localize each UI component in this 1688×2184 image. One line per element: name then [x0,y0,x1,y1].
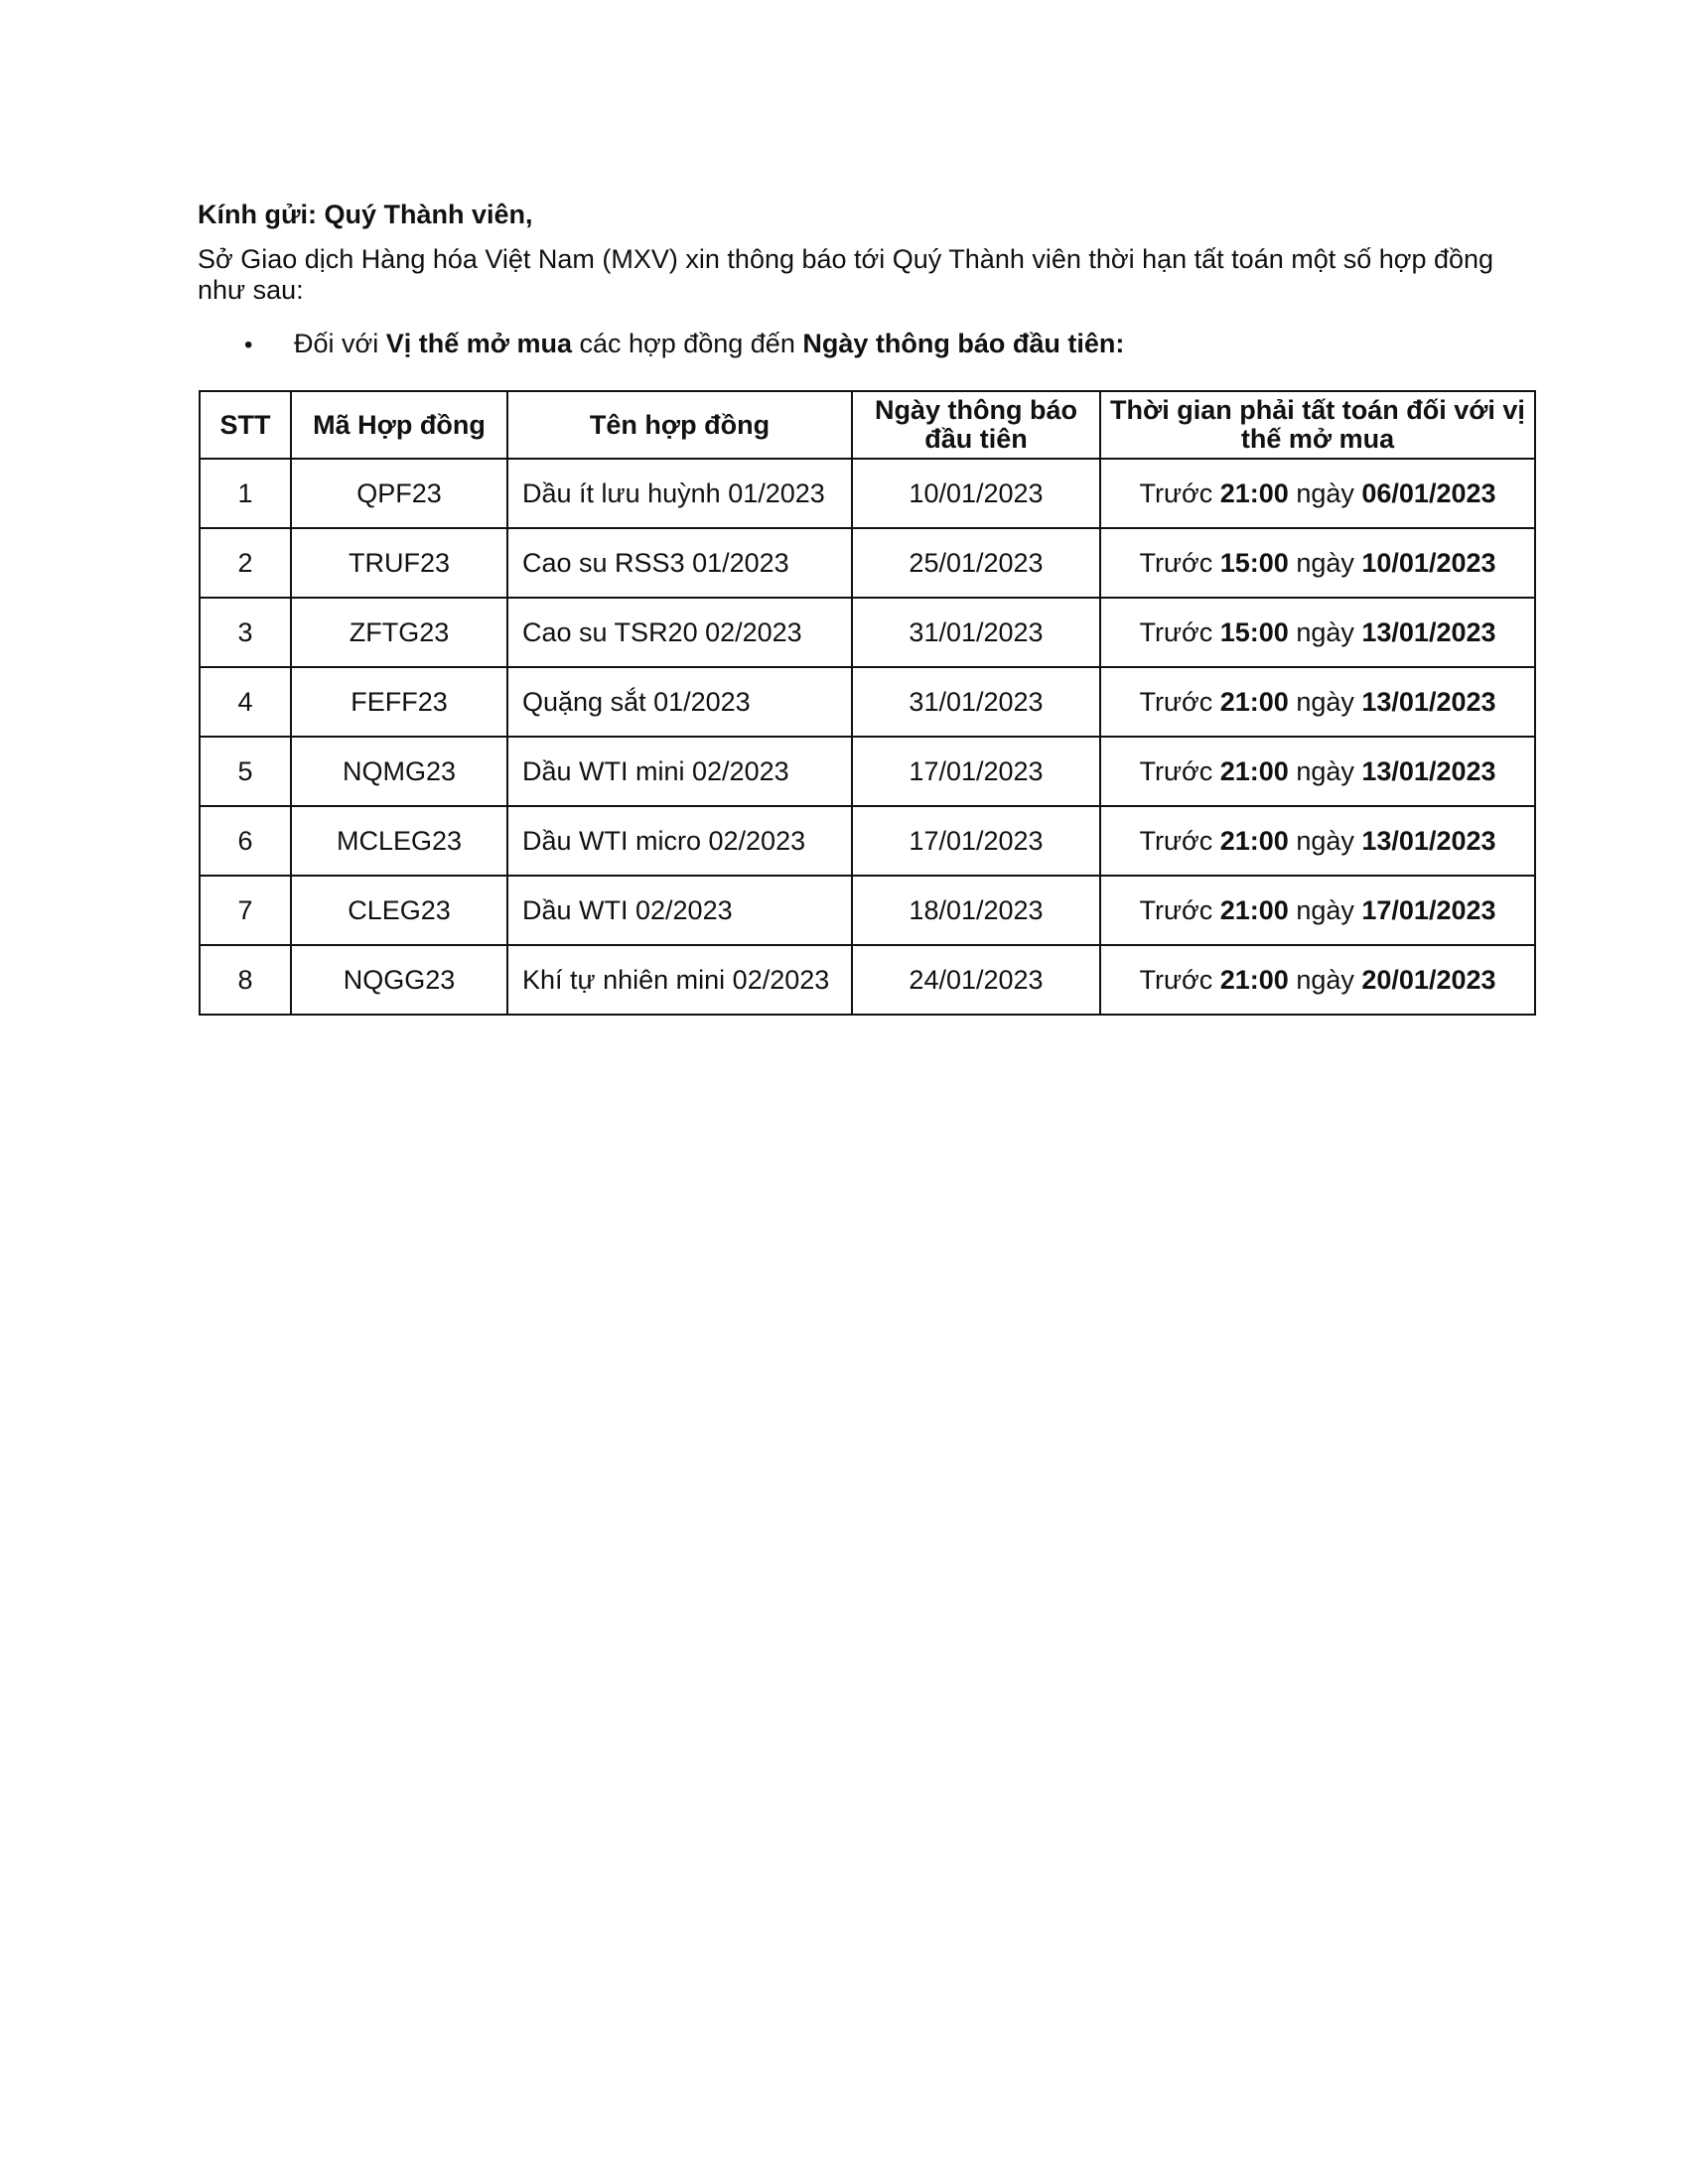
deadline-prefix: Trước [1139,616,1220,647]
cell-code: TRUF23 [291,528,507,598]
intro-paragraph: Sở Giao dịch Hàng hóa Việt Nam (MXV) xin thông báo tới Quý Thành viên thời hạn tất toán một số hợp đồng như sau: [198,244,1494,305]
deadline-time: 21:00 [1219,686,1289,717]
table-row [200,528,1535,598]
cell-name: Dầu WTI micro 02/2023 [507,806,852,876]
cell-deadline [1100,459,1535,528]
cell-stt: 6 [200,806,291,876]
cell-first-notice: 25/01/2023 [852,528,1100,598]
cell-stt: 5 [200,737,291,806]
deadline-mid: ngày [1288,547,1362,578]
bullet-bold-date: Ngày thông báo đầu tiên: [802,329,1125,358]
deadline-mid: ngày [1288,478,1362,508]
header-name: Tên hợp đồng [507,391,852,459]
cell-name: Dầu ít lưu huỳnh 01/2023 [507,459,852,528]
deadline-prefix: Trước [1139,686,1220,717]
deadline-time: 21:00 [1219,478,1289,508]
contracts-table [199,390,1536,1016]
cell-deadline [1100,528,1535,598]
deadline-date: 13/01/2023 [1361,825,1496,856]
table-row [200,806,1535,876]
cell-stt: 2 [200,528,291,598]
cell-deadline [1100,876,1535,945]
table-row [200,737,1535,806]
deadline-time: 21:00 [1219,894,1289,925]
cell-deadline [1100,806,1535,876]
deadline-date: 06/01/2023 [1361,478,1496,508]
cell-deadline [1100,945,1535,1015]
table-row [200,667,1535,737]
cell-first-notice: 31/01/2023 [852,598,1100,667]
deadline-time: 15:00 [1219,547,1289,578]
deadline-mid: ngày [1288,686,1362,717]
cell-name: Dầu WTI mini 02/2023 [507,737,852,806]
deadline-prefix: Trước [1139,964,1220,995]
deadline-mid: ngày [1288,894,1362,925]
deadline-prefix: Trước [1139,755,1220,786]
cell-code: NQGG23 [291,945,507,1015]
bullet-item [244,326,1124,363]
deadline-time: 21:00 [1219,825,1289,856]
cell-code: FEFF23 [291,667,507,737]
deadline-time: 15:00 [1219,616,1289,647]
bullet-prefix: Đối với [294,329,386,358]
cell-stt: 1 [200,459,291,528]
cell-stt: 8 [200,945,291,1015]
greeting: Kính gửi: Quý Thành viên, [198,200,533,229]
cell-name: Cao su RSS3 01/2023 [507,528,852,598]
cell-first-notice: 17/01/2023 [852,806,1100,876]
deadline-mid: ngày [1288,616,1362,647]
cell-deadline [1100,598,1535,667]
deadline-mid: ngày [1288,755,1362,786]
cell-first-notice: 18/01/2023 [852,876,1100,945]
cell-code: ZFTG23 [291,598,507,667]
table-body [200,459,1535,1015]
deadline-date: 20/01/2023 [1361,964,1496,995]
cell-stt: 4 [200,667,291,737]
cell-stt: 7 [200,876,291,945]
deadline-prefix: Trước [1139,547,1220,578]
deadline-prefix: Trước [1139,894,1220,925]
cell-name: Khí tự nhiên mini 02/2023 [507,945,852,1015]
deadline-time: 21:00 [1219,964,1289,995]
header-stt: STT [200,391,291,459]
header-first-notice: Ngày thông báo đầu tiên [852,391,1100,459]
cell-code: CLEG23 [291,876,507,945]
deadline-mid: ngày [1288,964,1362,995]
deadline-date: 13/01/2023 [1361,616,1496,647]
cell-first-notice: 24/01/2023 [852,945,1100,1015]
cell-first-notice: 31/01/2023 [852,667,1100,737]
deadline-mid: ngày [1288,825,1362,856]
cell-code: MCLEG23 [291,806,507,876]
cell-code: NQMG23 [291,737,507,806]
cell-first-notice: 10/01/2023 [852,459,1100,528]
deadline-date: 17/01/2023 [1361,894,1496,925]
cell-name: Cao su TSR20 02/2023 [507,598,852,667]
cell-deadline [1100,667,1535,737]
bullet-icon: • [244,332,253,358]
deadline-prefix: Trước [1139,825,1220,856]
deadline-time: 21:00 [1219,755,1289,786]
cell-code: QPF23 [291,459,507,528]
deadline-date: 13/01/2023 [1361,686,1496,717]
deadline-date: 10/01/2023 [1361,547,1496,578]
table-row [200,876,1535,945]
cell-deadline [1100,737,1535,806]
cell-name: Quặng sắt 01/2023 [507,667,852,737]
cell-name: Dầu WTI 02/2023 [507,876,852,945]
bullet-bold-position: Vị thế mở mua [385,329,572,358]
table-header-row [200,391,1535,459]
deadline-prefix: Trước [1139,478,1220,508]
header-code: Mã Hợp đồng [291,391,507,459]
table-row [200,598,1535,667]
cell-stt: 3 [200,598,291,667]
bullet-middle: các hợp đồng đến [571,329,803,358]
deadline-date: 13/01/2023 [1361,755,1496,786]
table-row [200,945,1535,1015]
header-deadline: Thời gian phải tất toán đối với vị thế mở mua [1100,391,1535,459]
cell-first-notice: 17/01/2023 [852,737,1100,806]
table-row [200,459,1535,528]
